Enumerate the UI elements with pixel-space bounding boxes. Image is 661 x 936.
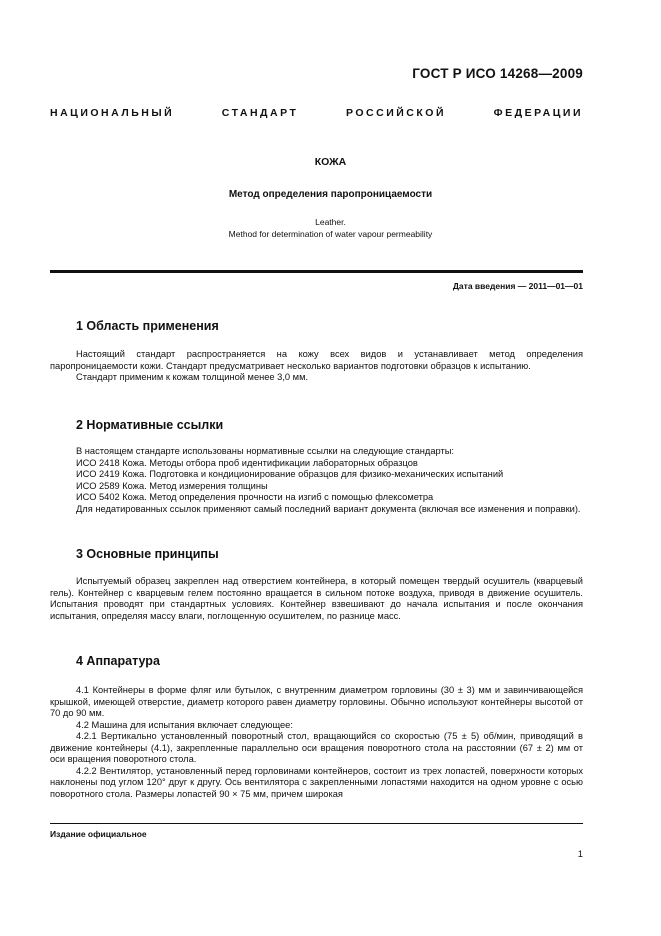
paragraph: Стандарт применим к кожам толщиной менее 3,0 мм. <box>76 372 309 382</box>
title-rule <box>50 270 583 273</box>
section-heading-1: 1 Область применения <box>76 319 219 333</box>
english-title-line1: Leather. <box>315 217 346 227</box>
document-title: КОЖА <box>314 156 347 168</box>
introduction-date: Дата введения — 2011—01—01 <box>452 281 583 291</box>
reference-item: ИСО 5402 Кожа. Метод определения прочности на изгиб с помощью флексометра <box>76 492 434 502</box>
paragraph: Испытуемый образец закреплен над отверстием контейнера, в который помещен твердый осушитель (кварцевый гель). Контейнер с кварцевым гелем постоянно вращается в сильном потоке воздуха, приводя в движение осушитель. Испытания проводят при стандартных условиях. Контейнер взвешивают до начала испытания и после окончания испытания, определяя массу влаги, поглощенную осушителем, по разнице масс. <box>50 576 583 621</box>
english-title-line2: Method for determination of water vapour permeability <box>228 229 433 239</box>
section-body-2 <box>50 446 583 515</box>
paragraph: 4.2.1 Вертикально установленный поворотный стол, вращающийся со скоростью (75 ± 5) об/мин, приводящий в движение контейнеры (4.1), закрепленные параллельно оси вращения поворотного стола на расстоянии (67 ± 2) мм от оси вращения поворотного стола. <box>50 731 583 764</box>
paragraph: В настоящем стандарте использованы нормативные ссылки на следующие стандарты: <box>76 446 455 456</box>
paragraph: 4.2 Машина для испытания включает следующее: <box>76 719 293 730</box>
paragraph: 4.1 Контейнеры в форме фляг или бутылок, с внутренним диаметром горловины (30 ± 3) мм и завинчивающейся крышкой, имеющей отверстие, диаметр которого равен диаметру горловины. Обычно используют контейнеры высотой от 70 до 90 мм. <box>50 685 583 718</box>
section-body-4 <box>50 685 583 800</box>
reference-item: ИСО 2589 Кожа. Метод измерения толщины <box>76 480 268 491</box>
reference-item: ИСО 2418 Кожа. Методы отбора проб идентификации лабораторных образцов <box>76 457 418 468</box>
edition-label: Издание официальное <box>50 829 147 839</box>
section-body-3 <box>50 576 583 622</box>
document-subtitle: Метод определения паропроницаемости <box>228 189 433 200</box>
section-heading-4: 4 Аппаратура <box>76 654 160 668</box>
page-number: 1 <box>577 849 583 860</box>
paragraph: Настоящий стандарт распространяется на кожу всех видов и устанавливает метод определения паропроницаемости кожи. Стандарт предусматривает несколько вариантов подготовки образцов к испытанию. <box>50 349 583 371</box>
section-body-1 <box>50 349 583 384</box>
section-heading-2: 2 Нормативные ссылки <box>76 418 224 432</box>
reference-item: ИСО 2419 Кожа. Подготовка и кондиционирование образцов для физико-механических испытаний <box>76 469 504 479</box>
standard-code: ГОСТ Р ИСО 14268—2009 <box>412 66 583 81</box>
section-heading-3: 3 Основные принципы <box>76 547 219 561</box>
paragraph: Для недатированных ссылок применяют самый последний вариант документа (включая все изменения и поправки). <box>76 503 581 514</box>
footer-rule <box>50 823 583 824</box>
paragraph: 4.2.2 Вентилятор, установленный перед горловинами контейнеров, состоит из трех лопастей, поверхности которых наклонены под углом 120° друг к другу. Ось вентилятора с закрепленными лопастями находится на одном уровне с осью поворотного стола. Размеры лопастей 90 × 75 мм, причем широкая <box>50 765 583 799</box>
national-standard-banner: НАЦИОНАЛЬНЫЙ СТАНДАРТ РОССИЙСКОЙ ФЕДЕРАЦИИ <box>50 107 583 119</box>
